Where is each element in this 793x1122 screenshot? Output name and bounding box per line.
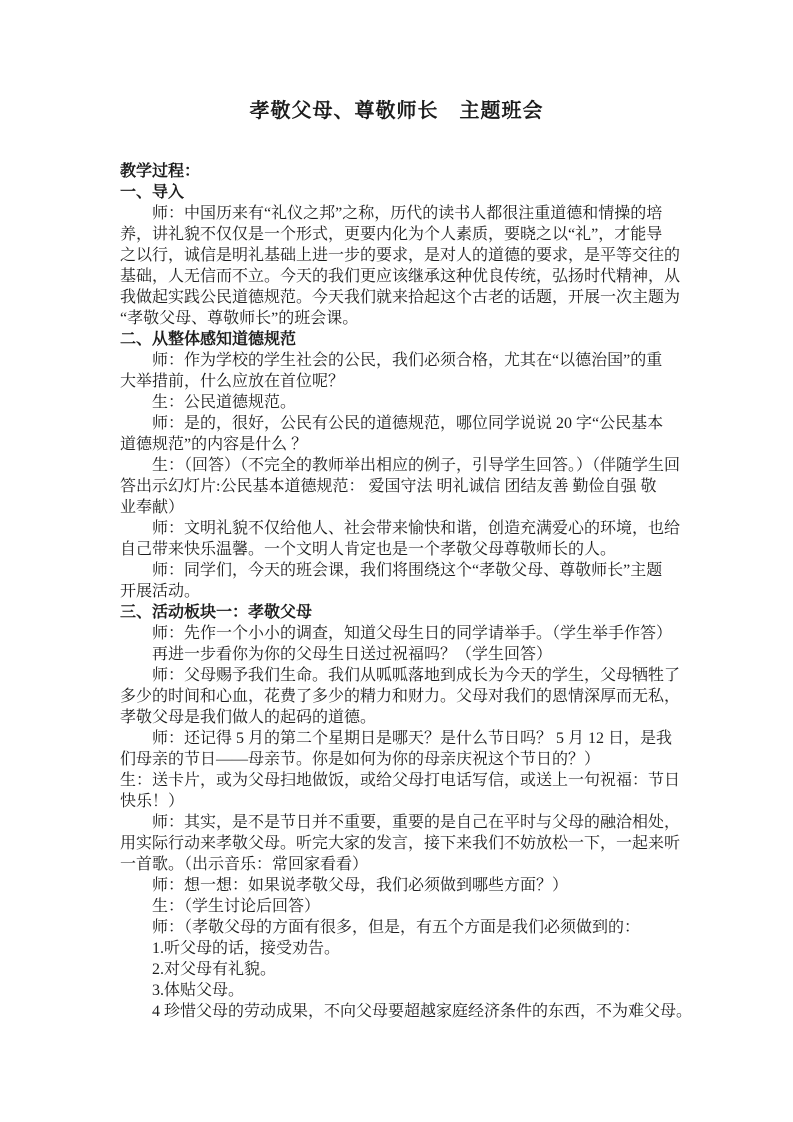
text-line: 一首歌。（出示音乐：常回家看看） [120,856,369,873]
text-line: 师：中国历来有“礼仪之邦”之称，历代的读书人都很注重道德和情操的培 [152,205,663,222]
text-line: 3.体贴父母。 [152,982,245,999]
text-line: 1.听父母的话，接受劝告。 [152,940,341,957]
text-line: 业奉献） [120,499,185,516]
text-line: 师：还记得 5 月的第二个星期日是哪天？是什么节日吗？ 5 月 12 日，是我 [152,730,673,747]
text-line: 养，讲礼貌不仅仅是一个形式，更要内化为个人素质，要晓之以“礼”，才能导 [120,226,663,243]
heading-line: 一、导入 [120,184,185,201]
heading-line: 三、活动板块一：孝敬父母 [120,604,313,621]
text-line: 再进一步看你为你的父母生日送过祝福吗？（学生回答） [152,646,553,663]
text-line: 开展活动。 [120,583,201,600]
text-line: 师：文明礼貌不仅给他人、社会带来愉快和谐，创造充满爱心的环境，也给 [152,520,681,537]
text-line: 自己带来快乐温馨。一个文明人肯定也是一个孝敬父母尊敬师长的人。 [120,541,617,558]
text-line: 师：作为学校的学生社会的公民，我们必须合格，尤其在“以德治国”的重 [152,352,663,369]
text-line: “孝敬父母、尊敬师长”的班会课。 [120,310,359,327]
text-line: 生：公民道德规范。 [152,394,297,411]
text-line: 生：（学生讨论后回答） [152,898,321,915]
text-line: 们母亲的节日——母亲节。你是如何为你的母亲庆祝这个节日的？） [120,751,601,768]
text-line: 之以行，诚信是明礼基础上进一步的要求，是对人的道德的要求，是平等交往的 [120,247,681,264]
heading-line: 二、从整体感知道德规范 [120,331,297,348]
text-line: 2.对父母有礼貌。 [152,961,277,978]
text-line: 基础，人无信而不立。今天的我们更应该继承这种优良传统，弘扬时代精神，从 [120,268,681,285]
text-line: 师：想一想：如果说孝敬父母，我们必须做到哪些方面？） [152,877,569,894]
text-line: 4 珍惜父母的劳动成果，不向父母要超越家庭经济条件的东西，不为难父母。 [152,1003,693,1020]
text-line: 用实际行动来孝敬父母。听完大家的发言，接下来我们不妨放松一下，一起来听 [120,835,681,852]
text-line: 生：（回答）（不完全的教师举出相应的例子，引导学生回答。）（伴随学生回 [152,457,681,474]
text-line: 师：先作一个小小的调查，知道父母生日的同学请举手。（学生举手作答） [152,625,673,642]
text-line: 师：父母赐予我们生命。我们从呱呱落地到成长为今天的学生，父母牺牲了 [152,667,681,684]
heading-line: 教学过程： [120,163,201,180]
text-line: 师：其实，是不是节日并不重要，重要的是自己在平时与父母的融洽相处， [152,814,681,831]
text-line: 我做起实践公民道德规范。今天我们就来拾起这个古老的话题，开展一次主题为 [120,289,681,306]
document-title: 孝敬父母、尊敬师长 主题班会 [249,100,544,122]
text-line: 师：是的，很好，公民有公民的道德规范，哪位同学说说 20 字“公民基本 [152,415,664,432]
text-line: 多少的时间和心血，花费了多少的精力和财力。父母对我们的恩情深厚而无私， [120,688,681,705]
document-body [0,161,693,1022]
text-line: 大举措前，什么应放在首位呢？ [120,373,345,390]
text-line: 快乐！） [120,793,185,810]
text-line: 生：送卡片，或为父母扫地做饭，或给父母打电话写信，或送上一句祝福：节日 [120,772,681,789]
text-line: 师：（孝敬父母的方面有很多，但是，有五个方面是我们必须做到的： [152,919,641,936]
text-line: 孝敬父母是我们做人的起码的道德。 [120,709,377,726]
text-line: 师：同学们，今天的班会课，我们将围绕这个“孝敬父母、尊敬师长”主题 [152,562,663,579]
text-line: 道德规范”的内容是什么 ？ [120,436,308,453]
text-line: 答出示幻灯片:公民基本道德规范： 爱国守法 明礼诚信 团结友善 勤俭自强 敬 [120,478,657,495]
